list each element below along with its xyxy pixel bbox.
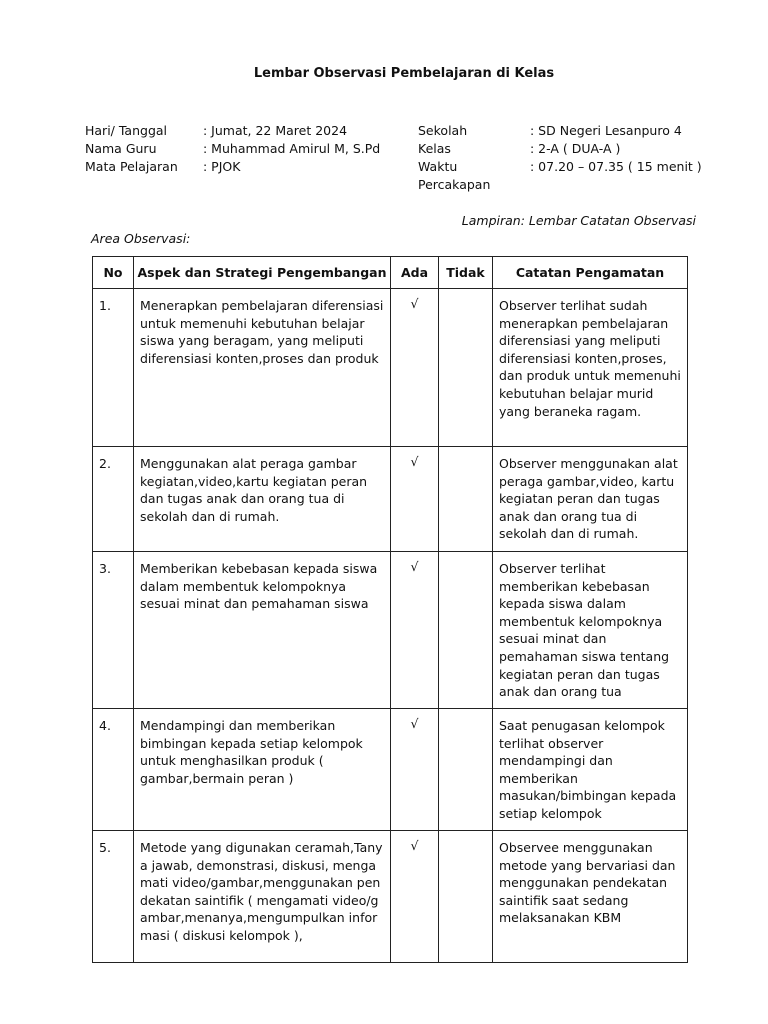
info-row-subject [85,158,380,176]
header-ada: Ada [391,257,439,289]
info-label: Kelas [418,141,451,156]
row-number: 2. [93,447,134,552]
row-ada-check: √ [391,831,439,963]
observation-table [92,256,688,963]
row-tidak [439,709,493,831]
row-aspek: Mendampingi dan memberikan bimbingan kepada setiap kelompok untuk menghasilkan produk ( gambar,bermain peran ) [134,709,391,831]
header-aspek: Aspek dan Strategi Pengembangan [134,257,391,289]
table-header-row [93,257,688,289]
header-tidak: Tidak [439,257,493,289]
header-no: No [93,257,134,289]
info-left [85,122,380,176]
row-catatan: Observer terlihat memberikan kebebasan kepada siswa dalam membentuk kelompoknya sesuai minat dan pemahaman siswa tentang kegiatan peran dan tugas anak dan orang tua [493,552,688,709]
info-value: : 07.20 – 07.35 ( 15 menit ) [530,159,702,174]
row-aspek: Menggunakan alat peraga gambar kegiatan,video,kartu kegiatan peran dan tugas anak dan orang tua di sekolah dan di rumah. [134,447,391,552]
row-number: 3. [93,552,134,709]
info-right [418,122,702,194]
row-number: 5. [93,831,134,963]
table-row [93,289,688,447]
row-aspek: Metode yang digunakan ceramah,Tanya jawab, demonstrasi, diskusi, mengamati video/gambar,menggunakan pendekatan saintifik ( mengamati video/gambar,menanya,mengumpulkan informasi ( diskusi kelompok ), [134,831,391,963]
info-label: Hari/ Tanggal [85,123,168,138]
info-label: Nama Guru [85,141,157,156]
info-value: : Jumat, 22 Maret 2024 [203,123,348,138]
table-row [93,709,688,831]
row-number: 4. [93,709,134,831]
info-row-teacher [85,140,380,158]
row-aspek: Memberikan kebebasan kepada siswa dalam membentuk kelompoknya sesuai minat dan pemahaman siswa [134,552,391,709]
info-value: : Muhammad Amirul M, S.Pd [203,141,381,156]
info-row-time [418,158,702,194]
header-catatan: Catatan Pengamatan [493,257,688,289]
info-row-date [85,122,380,140]
info-row-school [418,122,702,140]
row-ada-check: √ [391,447,439,552]
row-aspek: Menerapkan pembelajaran diferensiasi untuk memenuhi kebutuhan belajar siswa yang beragam, yang meliputi diferensiasi konten,proses dan produk [134,289,391,447]
attachment-note: Lampiran: Lembar Catatan Observasi [461,213,696,228]
row-tidak [439,447,493,552]
area-label: Area Observasi: [91,231,191,246]
page-title: Lembar Observasi Pembelajaran di Kelas [253,66,555,81]
table-row [93,447,688,552]
info-value: : 2-A ( DUA-A ) [530,141,621,156]
row-ada-check: √ [391,709,439,831]
row-tidak [439,289,493,447]
info-label: Sekolah [418,123,468,138]
info-label: Mata Pelajaran [85,159,178,174]
row-catatan: Observer menggunakan alat peraga gambar,video, kartu kegiatan peran dan tugas anak dan orang tua di sekolah dan di rumah. [493,447,688,552]
row-tidak [439,552,493,709]
row-catatan: Observee menggunakan metode yang bervariasi dan menggunakan pendekatan saintifik saat sedang melaksanakan KBM [493,831,688,963]
table-row [93,831,688,963]
row-catatan: Saat penugasan kelompok terlihat observer mendampingi dan memberikan masukan/bimbingan kepada setiap kelompok [493,709,688,831]
row-catatan: Observer terlihat sudah menerapkan pembelajaran diferensiasi yang meliputi diferensiasi konten,proses, dan produk untuk memenuhi kebutuhan belajar murid yang beraneka ragam. [493,289,688,447]
info-value: : PJOK [203,159,241,174]
info-value: : SD Negeri Lesanpuro 4 [530,123,682,138]
row-tidak [439,831,493,963]
info-label: Waktu Percakapan [418,159,491,192]
table-row [93,552,688,709]
row-ada-check: √ [391,552,439,709]
row-ada-check: √ [391,289,439,447]
row-number: 1. [93,289,134,447]
info-row-class [418,140,702,158]
